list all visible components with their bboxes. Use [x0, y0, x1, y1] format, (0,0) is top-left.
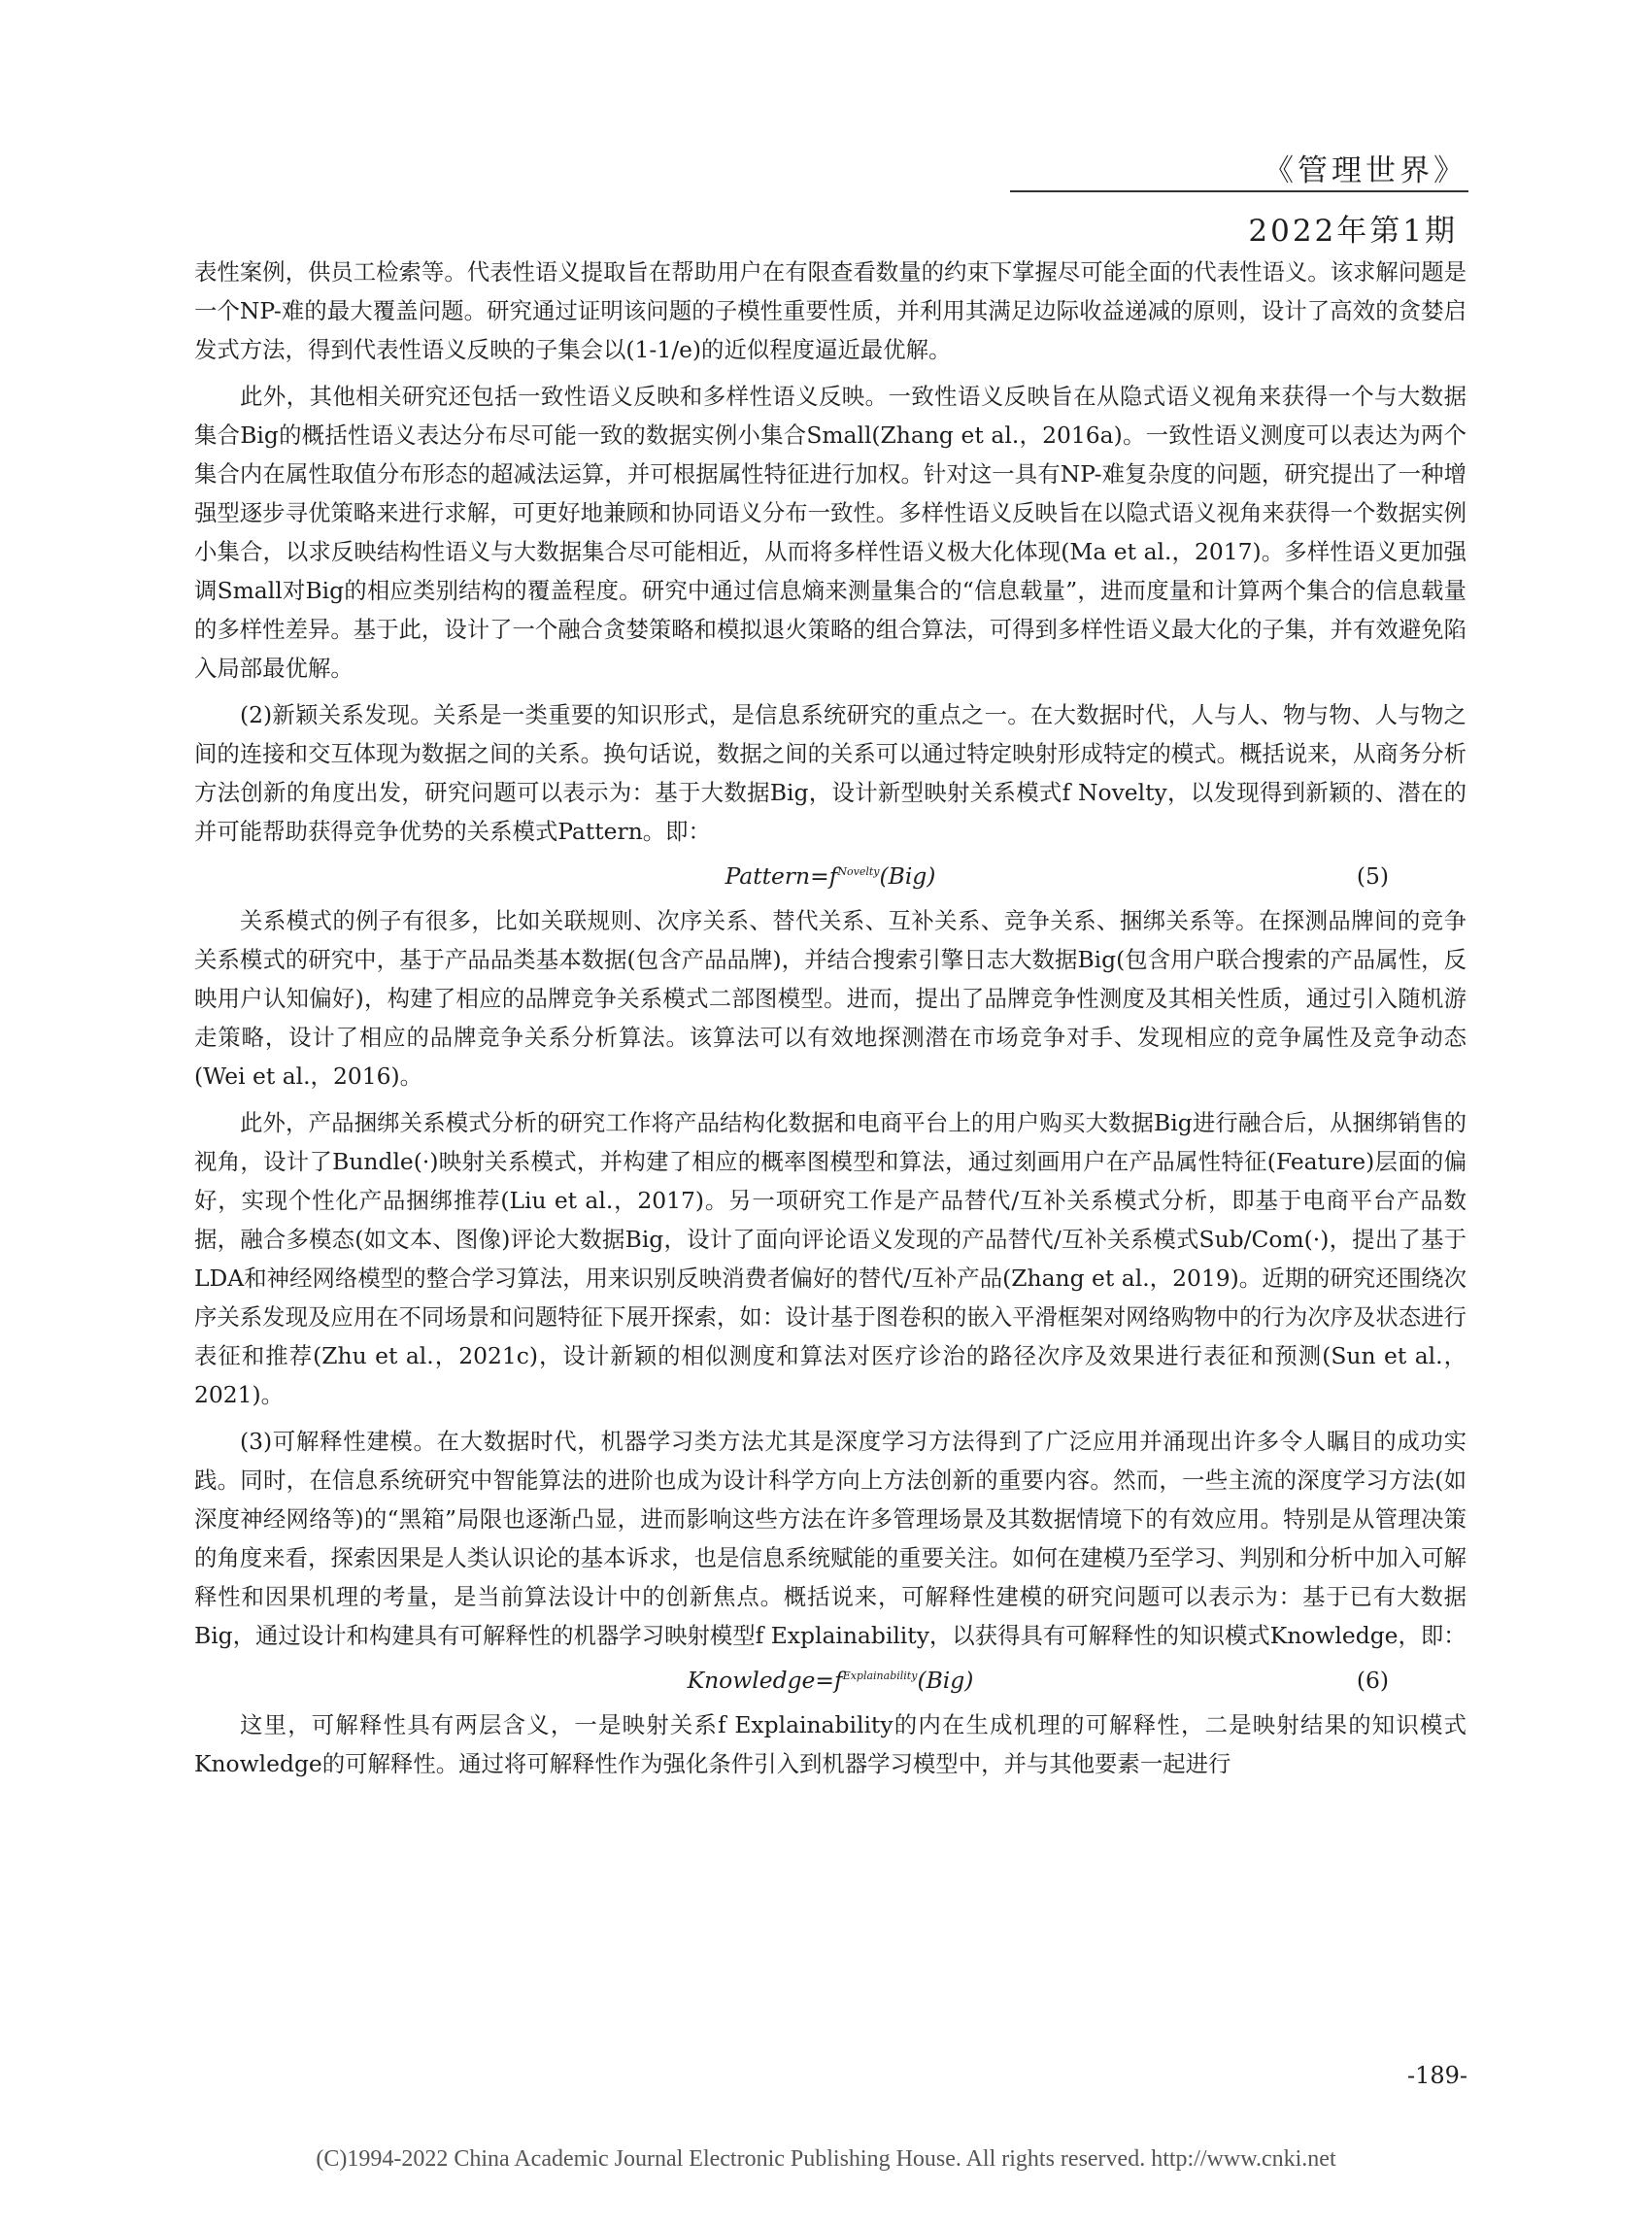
formula-5-sup: Novelty — [837, 865, 880, 879]
article-body — [194, 253, 1467, 1791]
paragraph-1: 表性案例，供员工检索等。代表性语义提取旨在帮助用户在有限查看数量的约束下掌握尽可能全面的代表性语义。该求解问题是一个NP-难的最大覆盖问题。研究通过证明该问题的子模性重要性质，并利用其满足边际收益递减的原则，设计了高效的贪婪启发式方法，得到代表性语义反映的子集会以(1-1/e)的近似程度逼近最优解。 — [194, 258, 1467, 363]
paragraph-3: (2)新颖关系发现。关系是一类重要的知识形式，是信息系统研究的重点之一。在大数据时代，人与人、物与物、人与物之间的连接和交互体现为数据之间的关系。换句话说，数据之间的关系可以通过特定映射形成特定的模式。概括说来，从商务分析方法创新的角度出发，研究问题可以表示为：基于大数据Big，设计新型映射关系模式f Novelty，以发现得到新颖的、潜在的并可能帮助获得竞争优势的关系模式Pattern。即： — [194, 701, 1467, 845]
paragraph-6: (3)可解释性建模。在大数据时代，机器学习类方法尤其是深度学习方法得到了广泛应用并涌现出许多令人瞩目的成功实践。同时，在信息系统研究中智能算法的进阶也成为设计科学方向上方法创新的重要内容。然而，一些主流的深度学习方法(如深度神经网络等)的“黑箱”局限也逐渐凸显，进而影响这些方法在许多管理场景及其数据情境下的有效应用。特别是从管理决策的角度来看，探索因果是人类认识论的基本诉求，也是信息系统赋能的重要关注。如何在建模乃至学习、判别和分析中加入可解释性和因果机理的考量，是当前算法设计中的创新焦点。概括说来，可解释性建模的研究问题可以表示为：基于已有大数据Big，通过设计和构建具有可解释性的机器学习映射模型f Explainability，以获得具有可解释性的知识模式Knowledge，即： — [194, 1428, 1467, 1649]
journal-name: 《管理世界》 — [1264, 153, 1467, 188]
formula-5-lhs: Pattern — [725, 862, 811, 890]
formula-6-f: f — [834, 1667, 843, 1694]
formula-5-number: (5) — [1356, 862, 1389, 890]
formula-6-arg: (Big) — [917, 1667, 974, 1694]
issue-label: 2022年第1期 — [1248, 214, 1458, 249]
formula-6-sup: Explainability — [842, 1670, 918, 1683]
formula-6-eq: = — [815, 1667, 835, 1694]
copyright-footer: (C)1994-2022 China Academic Journal Electronic Publishing House. All rights reserved. http://www.cnki.net — [316, 2146, 1336, 2172]
formula-6 — [194, 1663, 1467, 1705]
formula-6-number: (6) — [1356, 1667, 1389, 1694]
paragraph-2: 此外，其他相关研究还包括一致性语义反映和多样性语义反映。一致性语义反映旨在从隐式语义视角来获得一个与大数据集合Big的概括性语义表达分布尽可能一致的数据实例小集合Small(Zhang et al.，2016a)。一致性语义测度可以表达为两个集合内在属性取值分布形态的超减法运算，并可根据属性特征进行加权。针对这一具有NP-难复杂度的问题，研究提出了一种增强型逐步寻优策略来进行求解，可更好地兼顾和协同语义分布一致性。多样性语义反映旨在以隐式语义视角来获得一个数据实例小集合，以求反映结构性语义与大数据集合尽可能相近，从而将多样性语义极大化体现(Ma et al.，2017)。多样性语义更加强调Small对Big的相应类别结构的覆盖程度。研究中通过信息熵来测量集合的“信息载量”，进而度量和计算两个集合的信息载量的多样性差异。基于此，设计了一个融合贪婪策略和模拟退火策略的组合算法，可得到多样性语义最大化的子集，并有效避免陷入局部最优解。 — [194, 383, 1467, 682]
page-number: -189- — [1406, 2062, 1467, 2089]
formula-5-f: f — [828, 862, 838, 890]
formula-5-eq: = — [810, 862, 829, 890]
formula-6-lhs: Knowledge — [687, 1667, 816, 1694]
paragraph-7: 这里，可解释性具有两层含义，一是映射关系f Explainability的内在生成机理的可解释性，二是映射结果的知识模式Knowledge的可解释性。通过将可解释性作为强化条件引入到机器学习模型中，并与其他要素一起进行 — [194, 1711, 1467, 1777]
formula-5-arg: (Big) — [879, 862, 936, 890]
formula-5 — [194, 859, 1467, 901]
header-rule — [1010, 190, 1468, 192]
paragraph-4: 关系模式的例子有很多，比如关联规则、次序关系、替代关系、互补关系、竞争关系、捆绑关系等。在探测品牌间的竞争关系模式的研究中，基于产品品类基本数据(包含产品品牌)，并结合搜索引擎日志大数据Big(包含用户联合搜索的产品属性，反映用户认知偏好)，构建了相应的品牌竞争关系模式二部图模型。进而，提出了品牌竞争性测度及其相关性质，通过引入随机游走策略，设计了相应的品牌竞争关系分析算法。该算法可以有效地探测潜在市场竞争对手、发现相应的竞争属性及竞争动态(Wei et al.，2016)。 — [194, 907, 1467, 1090]
paragraph-5: 此外，产品捆绑关系模式分析的研究工作将产品结构化数据和电商平台上的用户购买大数据Big进行融合后，从捆绑销售的视角，设计了Bundle(·)映射关系模式，并构建了相应的概率图模型和算法，通过刻画用户在产品属性特征(Feature)层面的偏好，实现个性化产品捆绑推荐(Liu et al.，2017)。另一项研究工作是产品替代/互补关系模式分析，即基于电商平台产品数据，融合多模态(如文本、图像)评论大数据Big，设计了面向评论语义发现的产品替代/互补关系模式Sub/Com(·)，提出了基于LDA和神经网络模型的整合学习算法，用来识别反映消费者偏好的替代/互补产品(Zhang et al.，2019)。近期的研究还围绕次序关系发现及应用在不同场景和问题特征下展开探索，如：设计基于图卷积的嵌入平滑框架对网络购物中的行为次序及状态进行表征和推荐(Zhu et al.，2021c)，设计新颖的相似测度和算法对医疗诊治的路径次序及效果进行表征和预测(Sun et al.，2021)。 — [194, 1109, 1467, 1408]
